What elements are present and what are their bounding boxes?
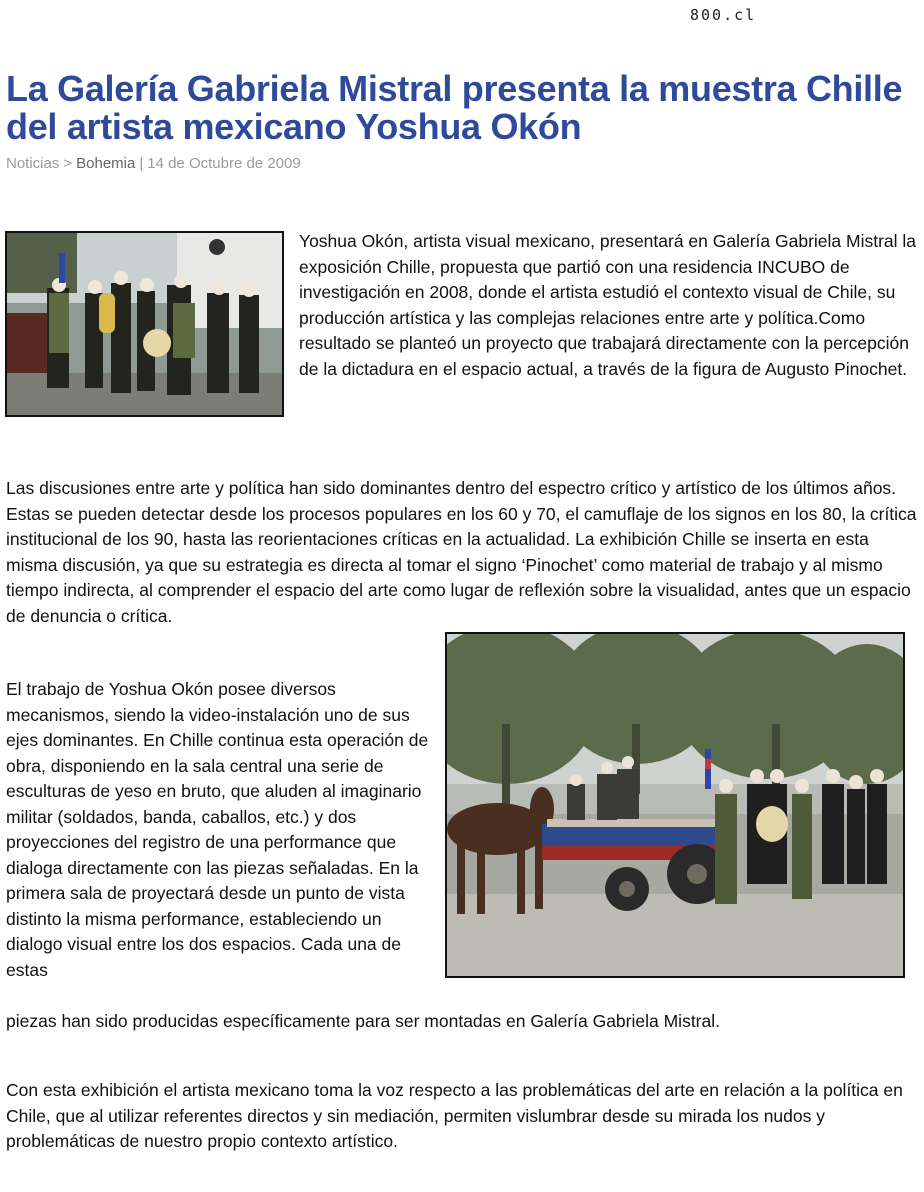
- context-paragraph: Las discusiones entre arte y política han sido dominantes dentro del espectro crítico y artístico de los últimos años. Estas se pueden detectar desde los procesos populares en los 60 y 70, el camuflaje de los signos en los 80, la crítica institucional de los 90, hasta las reorientaciones críticas en la actualidad. La exhibición Chille se inserta en esta misma discusión, ya que su estrategia es directa al tomar el signo ‘Pinochet’ como material de trabajo y al mismo tiempo indirecta, al comprender el espacio del arte como lugar de reflexión sobre la visualidad, antes que un espacio de denuncia o crítica.: [6, 478, 917, 626]
- intro-paragraph: Yoshua Okón, artista visual mexicano, presentará en Galería Gabriela Mistral la exposición Chille, propuesta que partió con una residencia INCUBO de investigación en 2008, donde el artista estudió el contexto visual de Chile, su producción artística y las complejas relaciones entre arte y política.Como resultado se planteó un proyecto que trabajará directamente con la percepción de la dictadura en el espacio actual, a través de la figura de Augusto Pinochet.: [299, 231, 917, 379]
- breadcrumb-separator: >: [63, 155, 73, 172]
- work-paragraph-continued: piezas han sido producidas específicamente para ser montadas en Galería Gabriela Mistral.: [6, 1011, 720, 1031]
- breadcrumb-divider: |: [139, 155, 144, 172]
- breadcrumb-root-link[interactable]: Noticias: [6, 155, 60, 172]
- site-mark[interactable]: 800.cl: [690, 6, 757, 24]
- closing-paragraph: Con esta exhibición el artista mexicano toma la voz respecto a las problemáticas del arte en relación a la política en Chile, que al utilizar referentes directos y sin mediación, permiten vislumbrar desde su mirada los nudos y problemáticas de nuestro propio contexto artístico.: [6, 1080, 903, 1151]
- performance-band-photo: [5, 231, 284, 417]
- article-date: 14 de Octubre de 2009: [147, 155, 301, 172]
- breadcrumb-section-link[interactable]: Bohemia: [76, 155, 136, 172]
- work-paragraph: El trabajo de Yoshua Okón posee diversos mecanismos, siendo la video-instalación uno de sus ejes dominantes. En Chille continua esta operación de obra, disponiendo en la sala central una serie de esculturas de yeso en bruto, que aluden al imaginario militar (soldados, banda, caballos, etc.) y dos proyecciones del registro de una performance que dialoga directamente con las piezas señaladas. En la primera sala de proyectará desde un punto de vista distinto la misma performance, estableciendo un dialogo visual entre los dos espacios. Cada una de estas: [6, 679, 429, 980]
- breadcrumb: [6, 155, 301, 172]
- article-title: La Galería Gabriela Mistral presenta la muestra Chille del artista mexicano Yoshua Okón: [6, 68, 903, 147]
- horse-cart-procession-photo: [445, 632, 905, 978]
